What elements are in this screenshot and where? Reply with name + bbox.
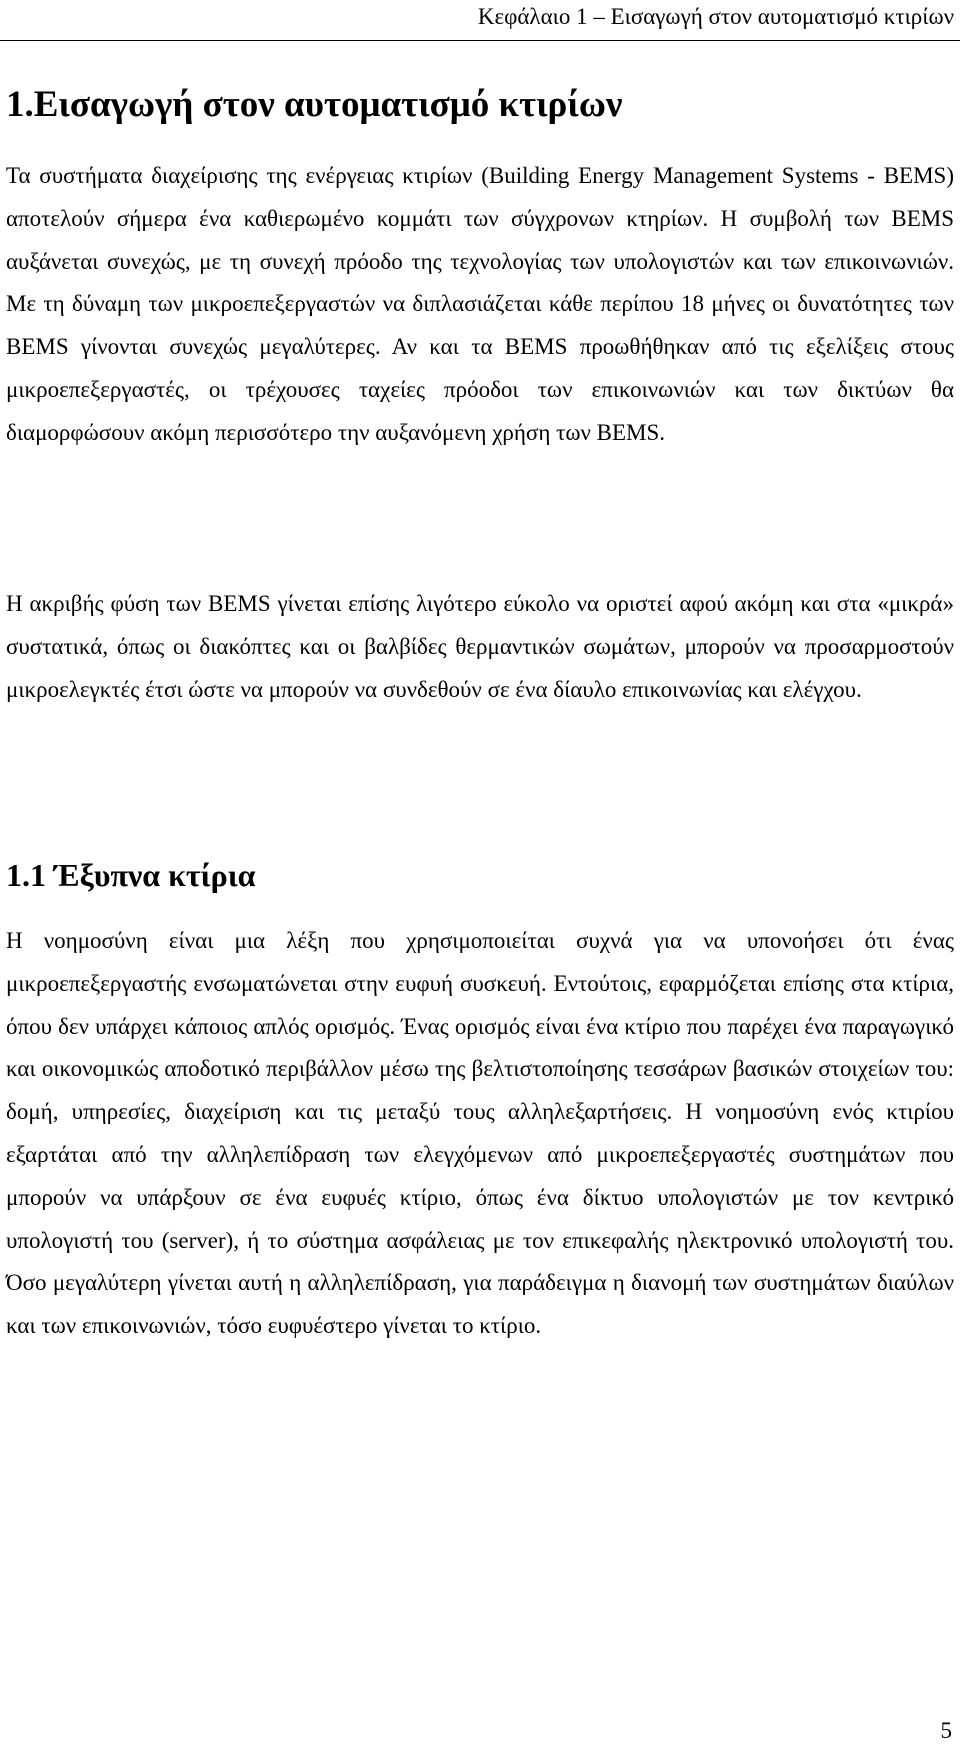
chapter-paragraph-2: Η ακριβής φύση των BEMS γίνεται επίσης λιγότερο εύκολο να οριστεί αφού ακόμη και στα «μικρά» συστατικά, όπως οι διακόπτες και οι βαλβίδες θερμαντικών σωμάτων, μπορούν να προσαρμοστούν μικροελεγκτές έτσι ώστε να μπορούν να συνδεθούν σε ένα δίαυλο επικοινωνίας και ελέγχου.	[6, 591, 954, 702]
section-title: 1.1 Έξυπνα κτίρια	[6, 857, 256, 893]
chapter-title: 1.Εισαγωγή στον αυτοματισμό κτιρίων	[6, 84, 623, 125]
section-paragraph-1: Η νοημοσύνη είναι μια λέξη που χρησιμοποιείται συχνά για να υπονοήσει ότι ένας μικροεπεξεργαστής ενσωματώνεται στην ευφυή συσκευή. Εντούτοις, εφαρμόζεται επίσης στα κτίρια, όπου δεν υπάρχει κάποιος απλός ορισμός. Ένας ορισμός είναι ένα κτίριο που παρέχει ένα παραγωγικό και οικονομικώς αποδοτικό περιβάλλον μέσω της βελτιστοποίησης τεσσάρων βασικών στοιχείων του: δομή, υπηρεσίες, διαχείριση και τις μεταξύ τους αλληλεξαρτήσεις. Η νοημοσύνη ενός κτιρίου εξαρτάται από την αλληλεπίδραση των ελεγχόμενων από μικροεπεξεργαστές συστημάτων που μπορούν να υπάρξουν σε ένα ευφυές κτίριο, όπως ένα δίκτυο υπολογιστών με τον κεντρικό υπολογιστή του (server), ή το σύστημα ασφάλειας με τον επικεφαλής ηλεκτρονικό υπολογιστή του. Όσο μεγαλύτερη γίνεται αυτή η αλληλεπίδραση, για παράδειγμα η διανομή των συστημάτων διαύλων και των επικοινωνιών, τόσο ευφυέστερο γίνεται το κτίριο.	[6, 928, 954, 1339]
chapter-paragraph-1: Τα συστήματα διαχείρισης της ενέργειας κτιρίων (Building Energy Management Systems - BEMS) αποτελούν σήμερα ένα καθιερωμένο κομμάτι των σύγχρονων κτηρίων. Η συμβολή των BEMS αυξάνεται συνεχώς, με τη συνεχή πρόοδο της τεχνολογίας των υπολογιστών και των επικοινωνιών. Με τη δύναμη των μικροεπεξεργαστών να διπλασιάζεται κάθε περίπου 18 μήνες οι δυνατότητες των BEMS γίνονται συνεχώς μεγαλύτερες. Αν και τα BEMS προωθήθηκαν από τις εξελίξεις στους μικροεπεξεργαστές, οι τρέχουσες ταχείες πρόοδοι των επικοινωνιών και των δικτύων θα διαμορφώσουν ακόμη περισσότερο την αυξανόμενη χρήση των BEMS.	[6, 163, 954, 445]
header-rule	[0, 40, 960, 41]
running-header: Κεφάλαιο 1 – Εισαγωγή στον αυτοματισμό κτιρίων	[477, 4, 954, 29]
page-number: 5	[940, 1718, 952, 1743]
